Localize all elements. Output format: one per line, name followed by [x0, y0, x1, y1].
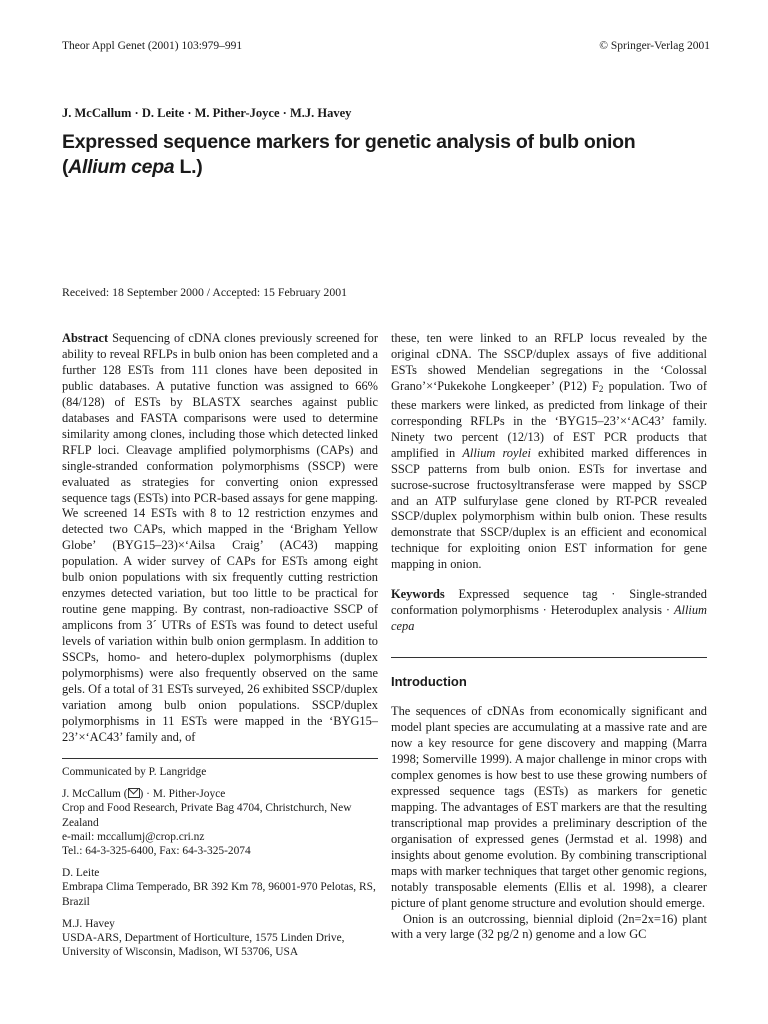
footnote — [62, 758, 378, 959]
affil2-org: Embrapa Clima Temperado, BR 392 Km 78, 96001-970 Pelotas, RS, Brazil — [62, 881, 376, 908]
affil1-author: J. McCallum ( — [62, 788, 128, 801]
received-dates: Received: 18 September 2000 / Accepted: 15 February 2001 — [62, 285, 348, 299]
abstract-text-cont: these, ten were linked to an RFLP locus revealed by the original cDNA. The SSCP/duplex assays of five additional ESTs showed Mendelian segregations in the ‘Colossal Grano’×‘Pukekohe Longkeeper’ (P12) F — [391, 331, 707, 393]
introduction-body — [391, 704, 707, 943]
title-line1: Expressed sequence markers for genetic analysis of bulb onion — [62, 131, 636, 153]
keywords-text: Expressed sequence tag · Single-stranded conformation polymorphisms · Heteroduplex analysis · — [391, 587, 707, 618]
footnote-rule — [62, 758, 378, 759]
affiliation-1 — [62, 787, 378, 858]
title-species: Allium cepa — [68, 156, 175, 178]
affil1-org: Crop and Food Research, Private Bag 4704, Christchurch, New Zealand — [62, 802, 352, 829]
abstract-label: Abstract — [62, 331, 109, 345]
abstract-text-cont2: population. Two of these markers were linked, as predicted from linkage of their corresponding RFLPs in the ‘BYG15–23’×‘AC43’ family. Ninety two percent (12/13) of EST PCR products that amplified in — [391, 378, 707, 460]
affil2-name: D. Leite — [62, 867, 100, 880]
affil3-org1: USDA-ARS, Department of Horticulture, 1575 Linden Drive, — [62, 932, 345, 945]
intro-paragraph-2: Onion is an outcrossing, biennial diploid (2n=2x=16) plant with a very large (32 pg/2 n) genome and a low GC — [391, 911, 707, 942]
section-rule — [391, 657, 707, 658]
affiliation-3 — [62, 917, 378, 960]
affil1-phone: Tel.: 64-3-325-6400, Fax: 64-3-325-2074 — [62, 845, 251, 858]
affil3-org2: University of Wisconsin, Madison, WI 53706, USA — [62, 946, 299, 959]
author-list: J. McCallum · D. Leite · M. Pither-Joyce · M.J. Havey — [62, 106, 352, 120]
keywords-label: Keywords — [391, 587, 445, 602]
right-column — [391, 331, 707, 943]
envelope-icon — [128, 788, 140, 798]
affil3-name: M.J. Havey — [62, 917, 115, 930]
subscript: 2 — [598, 383, 604, 394]
keywords-species: Allium cepa — [391, 603, 707, 634]
keywords — [391, 587, 707, 635]
affil1-email[interactable]: e-mail: mccallumj@crop.cri.nz — [62, 830, 205, 843]
abstract-text-cont3: exhibited marked differences in SSCP patterns from bulb onion. ESTs for invertase and sucrose-sucrose fructosyltransferase were mapped by SSCP and an ATP sulfurylase gene cloned by RT-PCR revealed SSCP/duplex polymorphism within bulb onion. These results demonstrate that SSCP/duplex is an efficient and economical technique for exploiting onion EST information for gene mapping in onion. — [391, 445, 707, 572]
intro-paragraph-1: The sequences of cDNAs from economically significant and model plant species are accumulating at a massive rate and are now a key resource for gene discovery and mapping (Marra 1998; Somerville 1999). A major challenge in minor crops with complex genomes is how best to use these growing numbers of expressed sequence tags (ESTs) as markers for genetic mapping. The advantages of EST markers are that the resulting transcriptional map provides a preliminary description of the organisation of expressed genes (Jermstad et al. 1998) and insights about genome evolution. By combining transcriptional maps with marker techniques that target other genomic regions, notably transposable elements (Ellis et al. 1998), a clearer picture of plant genome structure and evolution should emerge. — [391, 704, 707, 910]
copyright-notice: © Springer-Verlag 2001 — [599, 40, 710, 52]
abstract-paragraph — [62, 331, 378, 746]
affiliation-2 — [62, 866, 378, 909]
article-title — [62, 130, 722, 180]
title-paren: ( — [62, 156, 69, 178]
affil1-coauthor: ) · M. Pither-Joyce — [139, 788, 226, 801]
communicated-by: Communicated by P. Langridge — [62, 766, 207, 778]
journal-citation: Theor Appl Genet (2001) 103:979–991 — [62, 40, 243, 52]
section-heading-introduction: Introduction — [391, 674, 467, 690]
left-column — [62, 331, 378, 746]
title-suffix: L.) — [174, 156, 203, 178]
abstract-text: Sequencing of cDNA clones previously screened for ability to reveal RFLPs in bulb onion has been completed and a further 128 ESTs from 111 clones have been deposited in public databases. A putative function was assigned to 66% (84/128) of ESTs by BLASTX searches against public databases and FASTA comparisons were used to determine similarity among clones, including those which detected linked RFLP loci. Cleavage amplified polymorphisms (CAPs) and single-stranded conformation polymorphisms (SSCP) were evaluated as strategies for converting onion expressed sequence tags (ESTs) into PCR-based assays for gene mapping. We screened 14 ESTs with 8 to 12 restriction enzymes and detected two CAPs, which mapped in the ‘Brigham Yellow Globe’ (BYG15–23)×‘Ailsa Craig’ (AC43) mapping population. A wider survey of CAPs for ESTs among eight bulb onion populations with six frequently cutting restriction enzymes detected variation, but too little to be practical for routine gene mapping. By contrast, non-radioactive SSCP of amplicons from 3´ UTRs of ESTs was found to detect useful levels of variation within bulb onion germplasm. In addition to SSCPs, homo- and hetero-duplex polymorphisms (duplex polymorphisms) were also frequently observed on the same gels. Of a total of 31 ESTs surveyed, 26 exhibited SSCP/duplex variation among bulb onion populations. SSCP/duplex polymorphisms in 11 ESTs were mapped in the ‘BYG15–23’×‘AC43’ family and, of — [62, 331, 378, 744]
species-name: Allium roylei — [462, 445, 531, 460]
abstract-continued — [391, 331, 707, 573]
